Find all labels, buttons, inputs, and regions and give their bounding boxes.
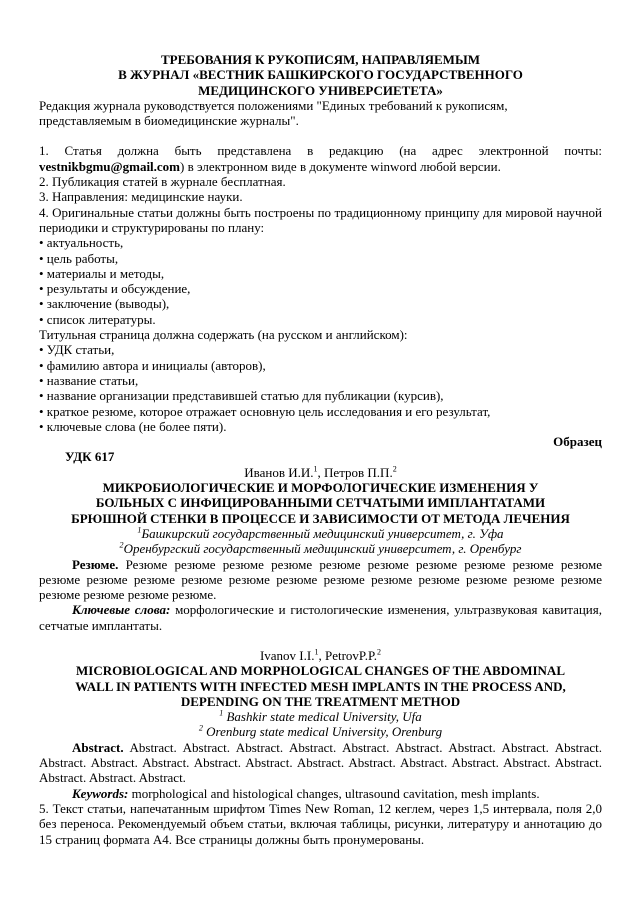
ru-resume-paragraph [39,557,602,603]
rule-2-paragraph: 2. Публикация статей в журнале бесплатная. [39,174,286,190]
title-page-requirements-heading: Титульная страница должна содержать (на русском и английском): [39,327,408,343]
ru-article-title-line-3: БРЮШНОЙ СТЕНКИ В ПРОЦЕССЕ И ЗАВИСИМОСТИ ОТ МЕТОДА ЛЕЧЕНИЯ [71,510,570,526]
journal-requirements-title [39,52,602,98]
ru-affiliation-2-superscript: 2 [119,540,124,550]
en-author-1-superscript: 1 [314,647,319,657]
plan-bullet-item: • результаты и обсуждение, [39,281,191,297]
sample-label: Образец [553,434,602,450]
title-page-bullet-item: • название организации представившей статью для публикации (курсив), [39,388,444,404]
ru-keywords-text: морфологические и гистологические изменения, ультразвуковая кавитация, сетчатые имплантаты. [39,602,602,633]
ru-affiliation-2-text: Оренбургский государственный медицинский университет, г. Оренбург [123,541,522,557]
ru-article-title [39,480,602,526]
en-article-title [39,663,602,709]
rule-1-text-post: ) в электронном виде в документе winword любой версии. [180,158,501,174]
title-line-2: В ЖУРНАЛ «ВЕСТНИК БАШКИРСКОГО ГОСУДАРСТВЕННОГО [118,67,523,83]
ru-author-1-superscript: 1 [313,464,318,474]
en-affiliation-1 [39,709,602,724]
rule-1-paragraph [39,143,602,174]
udk-number: УДК 617 [65,449,115,465]
plan-bullet-item: • цель работы, [39,250,119,266]
rule-3-paragraph: 3. Направления: медицинские науки. [39,189,243,205]
ru-author-1: Иванов И.И. [244,464,314,480]
title-page-requirements-list [39,342,602,434]
en-abstract-label: Abstract. [72,739,124,755]
ru-affiliation-1-superscript: 1 [137,525,142,535]
en-keywords-label: Keywords: [72,785,129,801]
en-author-2-superscript: 2 [377,647,382,657]
en-affiliation-1-superscript: 1 [219,708,224,718]
title-page-bullet-item: • фамилию автора и инициалы (авторов), [39,357,266,373]
en-affiliation-2-superscript: 2 [198,724,203,734]
en-article-title-line-2: WALL IN PATIENTS WITH INFECTED MESH IMPLANTS IN THE PROCESS AND, [75,678,566,694]
rule-5-paragraph: 5. Текст статьи, напечатанным шрифтом Times New Roman, 12 кеглем, через 1,5 интервала, поля 2,0 без переноса. Рекомендуемый объем статьи, включая таблицы, рисунки, литературу и аннотацию до 15 страниц формата А4. Все страницы должны быть пронумерованы. [39,800,602,847]
title-page-bullet-item: • название статьи, [39,372,139,388]
en-affiliation-2 [39,724,602,739]
plan-bullet-item: • заключение (выводы), [39,296,170,312]
en-article-title-line-3: DEPENDING ON THE TREATMENT METHOD [180,693,461,709]
ru-affiliation-2 [39,541,602,556]
article-plan-list [39,235,602,327]
editorial-policy-paragraph: Редакция журнала руководствуется положениями "Единых требований к рукописям, представляемым в биомедицинские журналы". [39,97,508,129]
ru-affiliation-1-text: Башкирский государственный медицинский университет, г. Уфа [141,525,504,541]
rule-4-paragraph: 4. Оригинальные статьи должны быть построены по традиционному принципу для мировой научной периодики и структурированы по плану: [39,204,602,235]
en-keywords-text: morphological and histological changes, ultrasound cavitation, mesh implants. [128,785,540,801]
title-page-bullet-item: • ключевые слова (не более пяти). [39,418,227,434]
ru-affiliation-1 [39,526,602,541]
en-abstract-text: Abstract. Abstract. Abstract. Abstract. Abstract. Abstract. Abstract. Abstract. Abstract. Abstract. Abstract. Abstract. Abstract. Abstract. Abstract. Abstract. Abstract. Abstract. Abstract. Abstract. Abstract. Abstract. Abstract. [39,739,602,786]
title-page-bullet-item: • УДК статьи, [39,342,115,358]
plan-bullet-item: • актуальность, [39,235,124,251]
email-address: vestnikbgmu@gmail.com [39,158,181,174]
ru-authors-line [39,465,602,480]
ru-article-title-line-1: МИКРОБИОЛОГИЧЕСКИЕ И МОРФОЛОГИЧЕСКИЕ ИЗМЕНЕНИЯ У [102,480,539,496]
ru-keywords-paragraph [39,602,602,633]
title-page-bullet-item: • краткое резюме, которое отражает основную цель исследования и его результат, [39,403,491,419]
rule-1-text-pre: 1. Статья должна быть представлена в редакцию (на адрес электронной почты: [39,143,602,159]
en-authors-line [39,648,602,663]
ru-resume-label: Резюме. [72,556,119,572]
en-keywords-paragraph [39,786,602,801]
plan-bullet-item: • список литературы. [39,311,156,327]
ru-article-title-line-2: БОЛЬНЫХ С ИНФИЦИРОВАННЫМИ СЕТЧАТЫМИ ИМПЛАНТАТАМИ [95,495,546,511]
en-affiliation-2-text: Orenburg state medical University, Orenburg [202,724,443,740]
title-line-1: ТРЕБОВАНИЯ К РУКОПИСЯМ, НАПРАВЛЯЕМЫМ [160,52,480,67]
ru-keywords-label: Ключевые слова: [72,602,171,618]
en-abstract-paragraph [39,740,602,786]
ru-resume-text: Резюме резюме резюме резюме резюме резюме резюме резюме резюме резюме резюме резюме резюме резюме резюме резюме резюме резюме резюме резюме резюме резюме резюме резюме резюме резюме. [39,556,602,603]
title-line-3: МЕДИЦИНСКОГО УНИВЕРСИЕТЕТА» [198,82,443,98]
ru-author-2-superscript: 2 [392,464,397,474]
en-author-2: , PetrovP.P. [318,647,378,663]
en-affiliation-1-text: Bashkir state medical University, Ufa [223,709,422,725]
plan-bullet-item: • материалы и методы, [39,265,165,281]
ru-author-2: , Петров П.П. [317,464,393,480]
en-author-1: Ivanov I.I. [259,647,315,663]
en-article-title-line-1: MICROBIOLOGICAL AND MORPHOLOGICAL CHANGES OF THE ABDOMINAL [75,663,565,679]
